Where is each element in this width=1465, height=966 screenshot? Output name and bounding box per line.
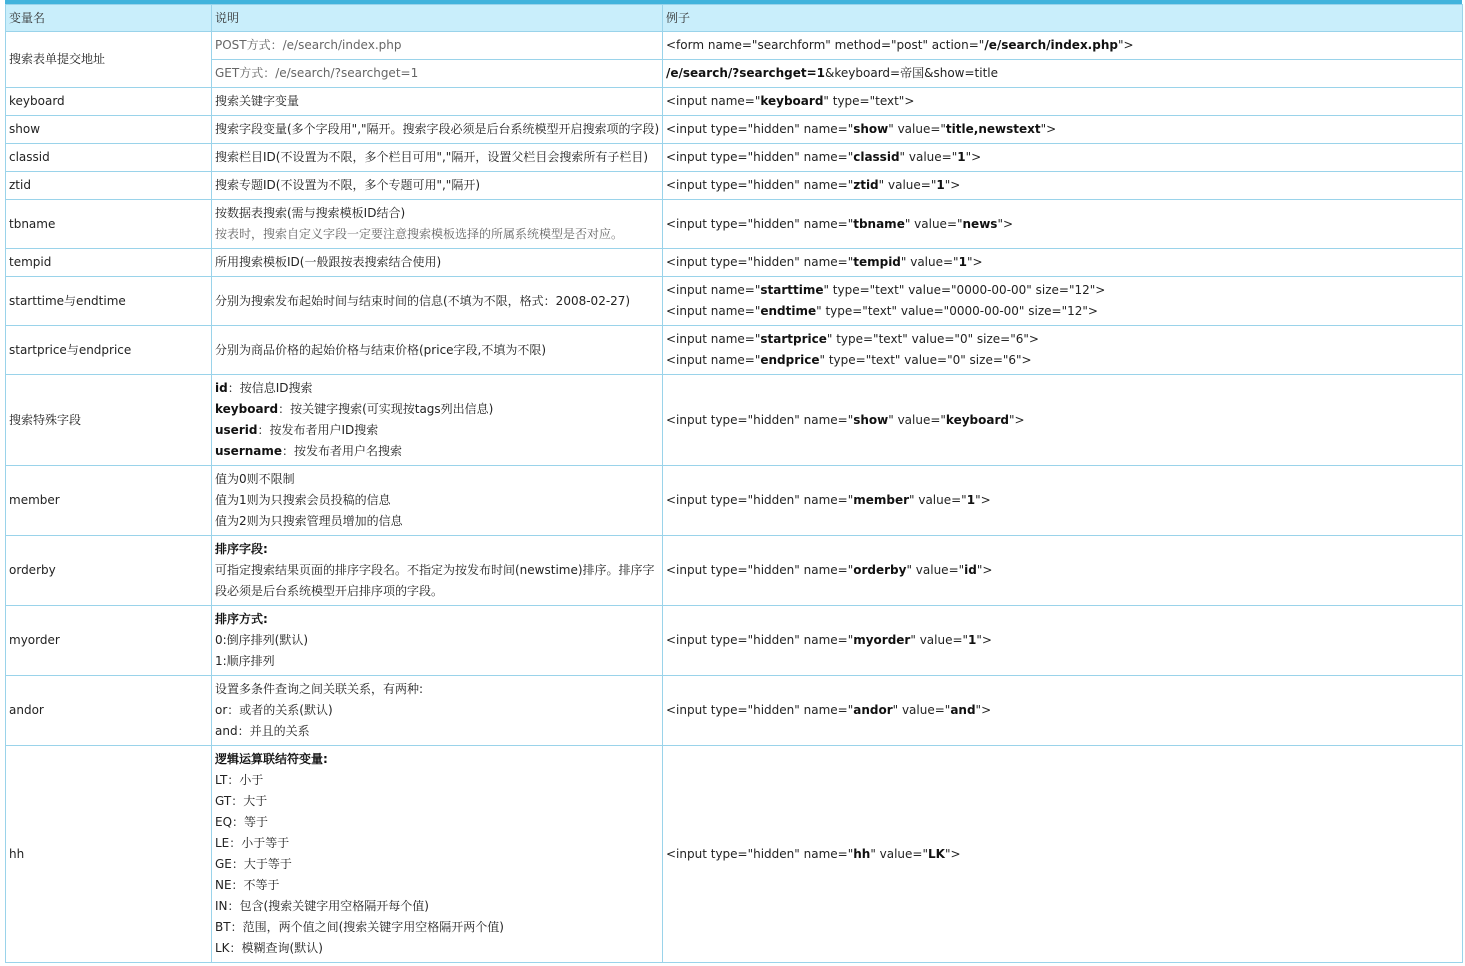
example-highlight: id (964, 563, 977, 577)
description-text: ：按关键字搜索(可实现按tags列出信息) (278, 402, 494, 416)
table-row (6, 116, 1463, 144)
example-code: <input type="hidden" name=" (666, 703, 854, 717)
example-highlight: 1 (958, 255, 967, 269)
example-code: <input type="hidden" name=" (666, 122, 854, 136)
description-line (215, 630, 659, 651)
example-code: " type="text"> (823, 94, 915, 108)
description-line (215, 560, 659, 581)
description-text: 值为0则不限制 (215, 472, 295, 486)
description-line (215, 812, 659, 833)
header-variable-name: 变量名 (6, 5, 212, 32)
example-line (666, 91, 1459, 112)
header-example: 例子 (663, 5, 1463, 32)
example-highlight: endprice (760, 353, 820, 367)
example-cell (663, 172, 1463, 200)
description-text: 搜索字段变量(多个字段用","隔开。搜索字段必须是后台系统模型开启搜索项的字段) (215, 122, 660, 136)
description-text: 按数据表搜索(需与搜索模板ID结合) (215, 206, 406, 220)
description-cell (212, 249, 663, 277)
description-line (215, 340, 659, 361)
example-line (666, 410, 1459, 431)
example-cell (663, 88, 1463, 116)
example-code: " value=" (878, 178, 937, 192)
example-highlight: starttime (760, 283, 824, 297)
description-line (215, 399, 659, 420)
description-line (215, 441, 659, 462)
table-row (6, 88, 1463, 116)
table-row (6, 249, 1463, 277)
variable-name-cell: keyboard (6, 88, 212, 116)
example-code: <input type="hidden" name=" (666, 846, 854, 861)
table-body (6, 32, 1463, 963)
example-code: " value=" (904, 216, 963, 231)
description-line (215, 875, 659, 896)
example-highlight: news (962, 216, 998, 231)
example-code: "> (965, 150, 982, 164)
description-line (215, 938, 659, 959)
header-description: 说明 (212, 5, 663, 32)
example-code: " value=" (870, 846, 928, 861)
description-line (215, 917, 659, 938)
variable-name-cell: tempid (6, 249, 212, 277)
description-text: 搜索关键字变量 (215, 94, 300, 108)
example-highlight: tempid (853, 255, 901, 269)
example-highlight: tbname (853, 216, 905, 231)
description-cell (212, 606, 663, 676)
description-text: ：按发布者用户名搜索 (282, 444, 403, 458)
example-highlight: orderby (853, 563, 907, 577)
table-row (6, 466, 1463, 536)
table-row (6, 536, 1463, 606)
description-text: or：或者的关系(默认) (215, 703, 333, 717)
example-line (666, 35, 1459, 56)
table-row (6, 375, 1463, 466)
description-text: 0:倒序排列(默认) (215, 633, 309, 647)
example-highlight: 1 (936, 178, 945, 192)
example-highlight: member (853, 493, 910, 507)
description-term: username (215, 444, 283, 458)
description-text: and：并且的关系 (215, 724, 310, 738)
description-text: GE：大于等于 (215, 857, 292, 871)
example-code: " value=" (899, 150, 958, 164)
variable-name-cell: andor (6, 676, 212, 746)
description-line (215, 203, 659, 224)
description-line (215, 700, 659, 721)
description-line (215, 581, 659, 602)
description-line (215, 539, 659, 560)
description-text: 所用搜索模板ID(一般跟按表搜索结合使用) (215, 255, 442, 269)
example-highlight: show (853, 122, 889, 136)
variable-name-cell: tbname (6, 200, 212, 249)
example-highlight: and (950, 703, 976, 717)
description-line (215, 224, 659, 245)
description-line (215, 35, 659, 56)
example-highlight: show (853, 412, 889, 427)
description-line (215, 490, 659, 511)
variable-name-cell: hh (6, 746, 212, 963)
example-cell (663, 32, 1463, 60)
example-code: " type="text" value="0" size="6"> (826, 332, 1039, 346)
description-text: EQ：等于 (215, 815, 269, 829)
description-text: GET方式：/e/search/?searchget=1 (215, 66, 419, 80)
description-line (215, 770, 659, 791)
example-code: " type="text" value="0000-00-00" size="12"> (816, 304, 1098, 318)
description-text: 搜索专题ID(不设置为不限，多个专题可用","隔开) (215, 178, 480, 192)
description-text: 设置多条件查询之间关联关系，有两种: (215, 682, 424, 696)
table-row (6, 200, 1463, 249)
example-code: "> (1008, 412, 1025, 427)
example-line (666, 214, 1459, 235)
example-line (666, 700, 1459, 721)
example-code: " value=" (888, 412, 946, 427)
description-cell (212, 466, 663, 536)
description-text: POST方式：/e/search/index.php (215, 38, 402, 52)
example-code: " value=" (888, 122, 946, 136)
description-term: 排序方式: (215, 612, 268, 626)
table-row (6, 172, 1463, 200)
example-code: " value=" (906, 563, 965, 577)
description-line (215, 469, 659, 490)
variable-name-cell: ztid (6, 172, 212, 200)
example-code: <input type="hidden" name=" (666, 493, 854, 507)
example-highlight: 1 (957, 150, 966, 164)
table-header-row (6, 5, 1463, 32)
description-text: 搜索栏目ID(不设置为不限，多个栏目可用","隔开，设置父栏目会搜索所有子栏目) (215, 150, 648, 164)
example-code: " value=" (900, 255, 959, 269)
description-text: LK：模糊查询(默认) (215, 941, 323, 955)
example-cell (663, 746, 1463, 963)
example-highlight: hh (853, 846, 871, 861)
table-row (6, 277, 1463, 326)
description-term: keyboard (215, 402, 279, 416)
description-text: BT：范围，两个值之间(搜索关键字用空格隔开两个值) (215, 920, 504, 934)
example-code: "> (997, 216, 1014, 231)
variable-name-cell: 搜索表单提交地址 (6, 32, 212, 88)
example-code: <input type="hidden" name=" (666, 633, 854, 647)
variable-name-cell: myorder (6, 606, 212, 676)
description-text: 段必须是后台系统模型开启排序项的字段。 (215, 584, 444, 598)
example-highlight: keyboard (760, 94, 824, 108)
example-highlight: keyboard (945, 412, 1009, 427)
example-code: "> (944, 178, 961, 192)
example-code: <input type="hidden" name=" (666, 178, 854, 192)
example-code: "> (975, 493, 991, 507)
description-text: NE：不等于 (215, 878, 280, 892)
example-cell (663, 326, 1463, 375)
description-line (215, 651, 659, 672)
description-cell (212, 200, 663, 249)
example-cell (663, 536, 1463, 606)
variable-name-cell: show (6, 116, 212, 144)
description-line (215, 679, 659, 700)
example-line (666, 560, 1459, 581)
variable-name-cell: member (6, 466, 212, 536)
description-cell (212, 375, 663, 466)
example-code: "> (976, 563, 993, 577)
description-cell (212, 32, 663, 60)
description-cell (212, 88, 663, 116)
example-line (666, 630, 1459, 651)
description-term: 排序字段: (215, 542, 268, 556)
example-line (666, 301, 1459, 322)
description-line (215, 378, 659, 399)
example-highlight: ztid (853, 178, 879, 192)
example-code: <input name=" (666, 332, 761, 346)
table-row (6, 144, 1463, 172)
example-code: <form name="searchform" method="post" action=" (666, 38, 985, 52)
example-line (666, 490, 1459, 511)
table-row (6, 326, 1463, 375)
description-line (215, 896, 659, 917)
description-line (215, 147, 659, 168)
example-cell (663, 466, 1463, 536)
example-highlight: LK (928, 846, 945, 861)
example-highlight: /e/search/index.php (984, 38, 1118, 52)
description-text: 1:顺序排列 (215, 654, 275, 668)
description-cell (212, 536, 663, 606)
example-highlight: title,newstext (945, 122, 1041, 136)
description-text: ：按发布者用户ID搜索 (257, 423, 379, 437)
example-code: "> (1040, 122, 1057, 136)
example-line (666, 147, 1459, 168)
description-line (215, 791, 659, 812)
example-highlight: myorder (853, 633, 911, 647)
description-cell (212, 746, 663, 963)
example-cell (663, 200, 1463, 249)
example-code: &keyboard=帝国&show=title (825, 66, 998, 80)
example-line (666, 63, 1459, 84)
example-highlight: 1 (966, 493, 976, 507)
description-text: 分别为搜索发布起始时间与结束时间的信息(不填为不限，格式：2008-02-27) (215, 293, 631, 308)
example-code: "> (944, 846, 961, 861)
example-code: "> (975, 703, 992, 717)
example-cell (663, 375, 1463, 466)
variable-name-cell: orderby (6, 536, 212, 606)
example-line (666, 329, 1459, 350)
variable-name-cell: starttime与endtime (6, 277, 212, 326)
example-code: <input type="hidden" name=" (666, 255, 854, 269)
description-text: LE：小于等于 (215, 836, 290, 850)
description-text: ：按信息ID搜索 (227, 381, 313, 395)
description-term: 逻辑运算联结符变量: (215, 752, 328, 766)
description-line (215, 420, 659, 441)
example-code: <input type="hidden" name=" (666, 563, 854, 577)
description-line (215, 854, 659, 875)
example-highlight: /e/search/?searchget=1 (666, 66, 826, 80)
example-code: " type="text" value="0" size="6"> (819, 353, 1032, 367)
description-line (215, 175, 659, 196)
variable-table-container (5, 0, 1462, 963)
example-cell (663, 676, 1463, 746)
description-text: 分别为商品价格的起始价格与结束价格(price字段,不填为不限) (215, 342, 547, 357)
description-text: 值为2则为只搜索管理员增加的信息 (215, 514, 403, 528)
example-line (666, 844, 1459, 865)
example-cell (663, 116, 1463, 144)
example-line (666, 175, 1459, 196)
description-text: 值为1则为只搜索会员投稿的信息 (215, 493, 391, 507)
description-cell (212, 144, 663, 172)
example-code: <input name=" (666, 94, 761, 108)
example-line (666, 252, 1459, 273)
description-text: IN：包含(搜索关键字用空格隔开每个值) (215, 899, 429, 913)
example-cell (663, 144, 1463, 172)
variable-name-cell: startprice与endprice (6, 326, 212, 375)
description-text: 可指定搜索结果页面的排序字段名。不指定为按发布时间(newstime)排序。排序字 (215, 563, 655, 577)
description-text: 按表时，搜索自定义字段一定要注意搜索模板选择的所属系统模型是否对应。 (215, 227, 624, 241)
example-highlight: andor (853, 703, 893, 717)
example-code: <input type="hidden" name=" (666, 216, 854, 231)
example-code: "> (966, 255, 983, 269)
description-line (215, 91, 659, 112)
description-text: LT：小于 (215, 773, 264, 787)
description-cell (212, 172, 663, 200)
example-code: "> (976, 633, 992, 647)
description-line (215, 119, 659, 140)
description-cell (212, 326, 663, 375)
description-line (215, 291, 659, 312)
example-cell (663, 277, 1463, 326)
description-term: userid (215, 423, 258, 437)
description-cell (212, 116, 663, 144)
description-line (215, 252, 659, 273)
example-cell (663, 606, 1463, 676)
description-line (215, 749, 659, 770)
example-line (666, 350, 1459, 371)
example-highlight: startprice (760, 332, 827, 346)
example-code: " value=" (910, 633, 969, 647)
example-code: " value=" (892, 703, 951, 717)
example-line (666, 280, 1459, 301)
description-line (215, 63, 659, 84)
example-highlight: classid (853, 150, 900, 164)
description-cell (212, 60, 663, 88)
example-code: <input name=" (666, 304, 761, 318)
example-cell (663, 249, 1463, 277)
example-code: <input name=" (666, 353, 761, 367)
table-row (6, 606, 1463, 676)
table-row (6, 60, 1463, 88)
table-row (6, 746, 1463, 963)
table-row (6, 32, 1463, 60)
description-line (215, 721, 659, 742)
variable-name-cell: classid (6, 144, 212, 172)
example-code: " value=" (909, 493, 967, 507)
example-code: " type="text" value="0000-00-00" size="12"> (823, 283, 1106, 297)
search-variable-table (5, 4, 1463, 963)
description-cell (212, 277, 663, 326)
description-line (215, 609, 659, 630)
example-code: <input name=" (666, 283, 761, 297)
description-line (215, 511, 659, 532)
variable-name-cell: 搜索特殊字段 (6, 375, 212, 466)
example-highlight: endtime (760, 304, 817, 318)
example-code: <input type="hidden" name=" (666, 412, 854, 427)
table-row (6, 676, 1463, 746)
description-term: id (215, 381, 228, 395)
example-cell (663, 60, 1463, 88)
example-code: "> (1117, 38, 1134, 52)
example-highlight: 1 (968, 633, 977, 647)
description-line (215, 833, 659, 854)
description-cell (212, 676, 663, 746)
example-line (666, 119, 1459, 140)
example-code: <input type="hidden" name=" (666, 150, 854, 164)
description-text: GT：大于 (215, 794, 268, 808)
